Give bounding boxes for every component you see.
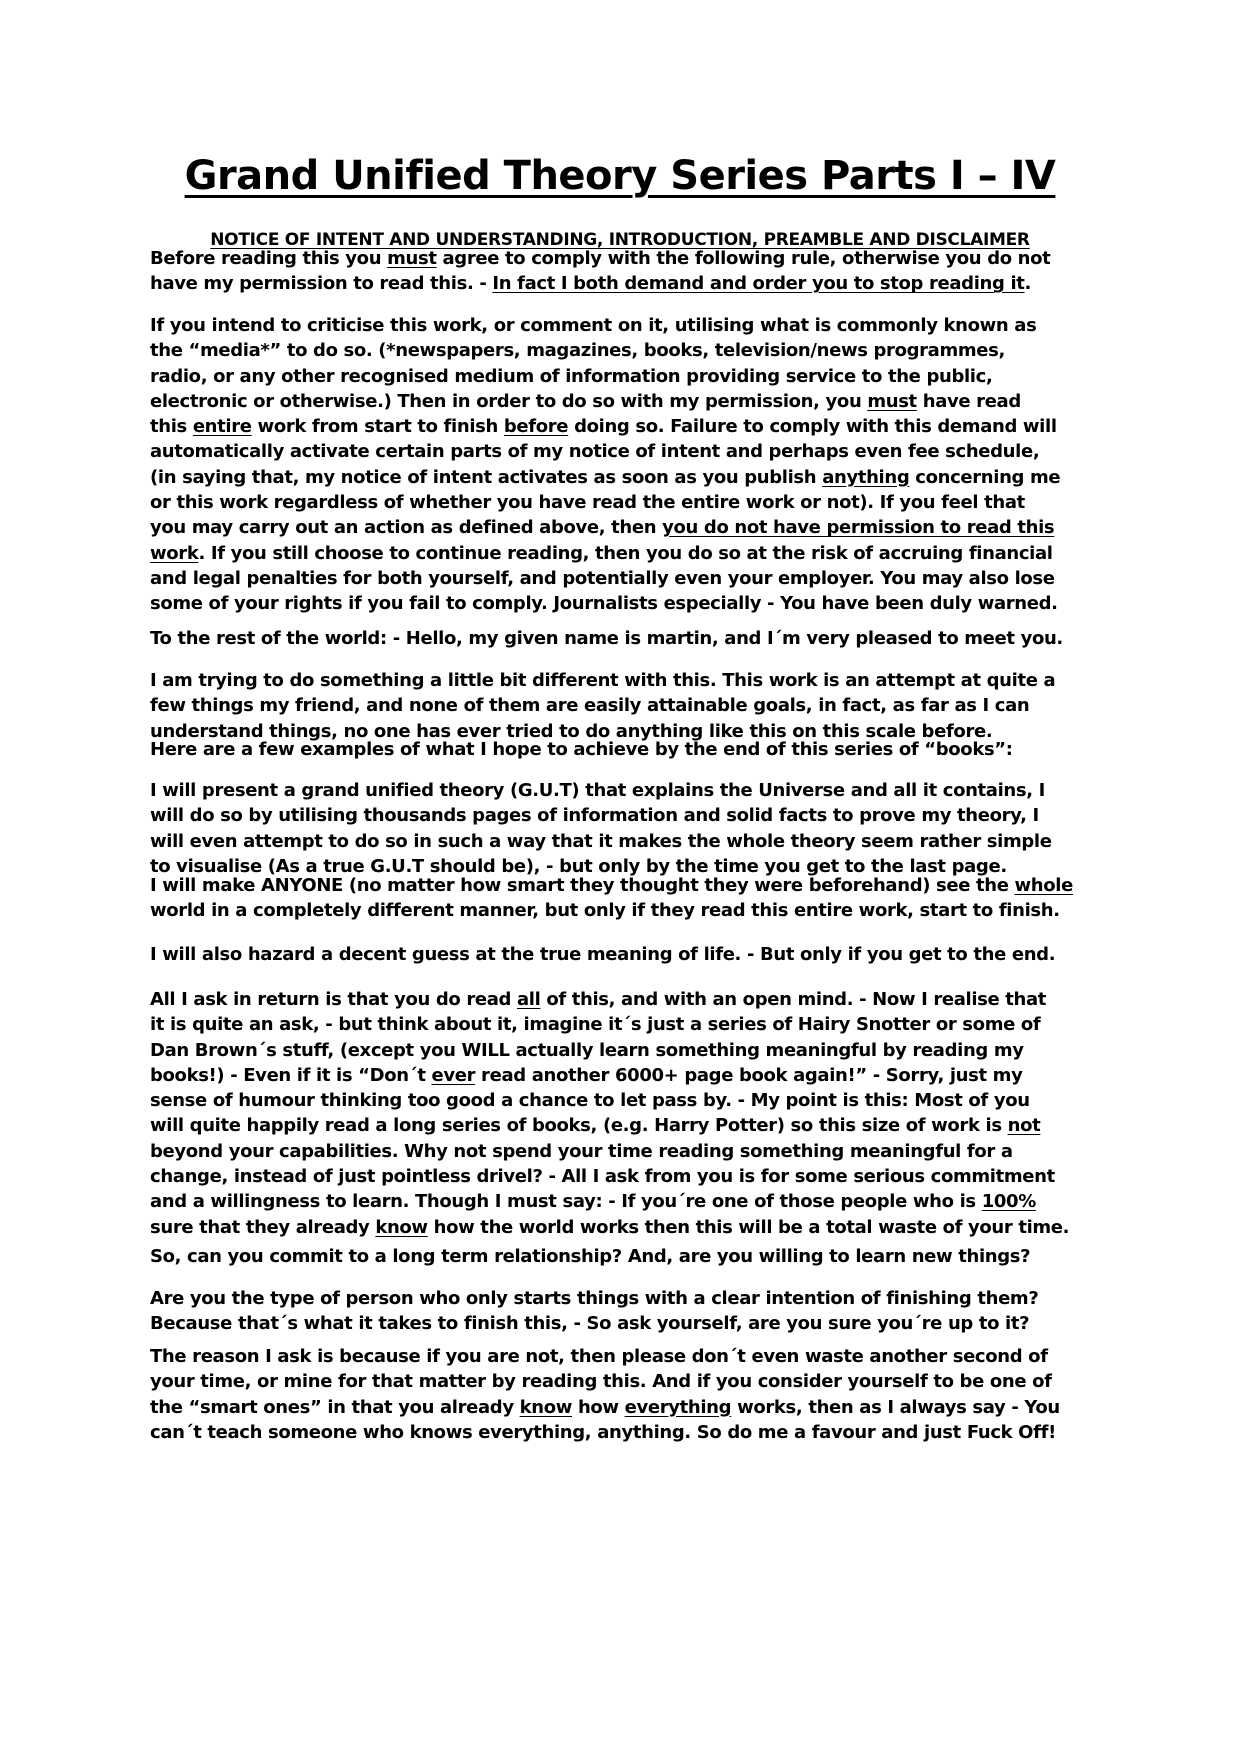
text-run: All I ask in return is that you do read [150,989,517,1010]
text-run: I am trying to do something a little bit different with this. This work is an attempt at quite a [150,670,1056,691]
text-line [150,693,1055,718]
paragraph [150,246,1050,297]
text-line [150,364,1060,389]
text-line [150,778,1052,803]
text-run: concerning me [909,466,1061,488]
text-line [150,566,1060,591]
text-line [150,1063,1069,1088]
paragraph [150,1344,1060,1445]
text-run: read another 6000+ page book again!” - Sorry, just my [475,1064,1023,1086]
text-line [150,1088,1069,1113]
text-line [150,737,1013,762]
text-line [150,271,1050,296]
text-run: agree to comply with the following rule, otherwise you do not [436,248,1051,269]
paragraph [150,626,1063,651]
text-line [150,942,1055,967]
text-run: . If you still choose to continue reading, then you do so at the risk of accruing financial [198,542,1053,564]
text-run: understand things, no one has ever tried to do anything like this on this scale before. [150,720,993,742]
paragraph [150,668,1055,744]
text-run: the “smart ones” in that you already [150,1396,520,1418]
text-run: work from start to finish [251,416,504,438]
text-run: will even attempt to do so in such a way that it makes the whole theory seem rather simple [150,830,1052,852]
paragraph [150,778,1052,879]
text-line [150,898,1073,923]
text-line [150,1395,1060,1420]
text-run: works, then as I always say - You [731,1396,1060,1418]
underlined-text: ever [431,1064,476,1086]
text-run: Before reading this you [150,248,388,269]
text-run: Dan Brown´s stuff, (except you WILL actually learn something meaningful by reading my [150,1039,1024,1061]
text-run: change, instead of just pointless drivel? - All I ask from you is for some serious commitment [150,1166,1055,1188]
text-line [150,987,1069,1012]
underlined-text: anything [822,466,910,488]
text-line [150,414,1060,439]
text-line [150,246,1050,271]
text-run: this [150,416,193,438]
text-run: will do so by utilising thousands pages of information and solid facts to prove my theory, I [150,805,1039,827]
text-line [150,313,1060,338]
text-run: . [1024,273,1032,295]
text-run: world in a completely different manner, but only if they read this entire work, start to finish. [150,900,1060,922]
document-title: Grand Unified Theory Series Parts I – IV [184,153,1056,199]
text-run: sure that they already [150,1216,376,1238]
underlined-text: know [375,1216,428,1238]
text-run: the “media*” to do so. (*newspapers, magazines, books, television/news programmes, [150,340,1005,362]
text-run: have read [916,390,1021,412]
underlined-text: must [867,390,917,412]
text-run: how [572,1396,625,1418]
text-line [150,1038,1069,1063]
underlined-text: In fact I both demand and order you to stop reading it [492,273,1025,295]
text-run: have my permission to read this. - [150,273,493,295]
paragraph [150,942,1055,967]
text-line [150,1012,1069,1037]
text-run: to visualise (As a true G.U.T should be), - but only by the time you get to the last page. [150,855,1007,877]
underlined-text: must [387,248,437,269]
text-line [150,1244,1030,1269]
text-run: beyond your capabilities. Why not spend your time reading something meaningful for a [150,1140,1013,1162]
text-line [150,1113,1069,1138]
text-line [150,1286,1038,1311]
text-line [150,515,1060,540]
text-line [150,1189,1069,1214]
text-run: books!) - Even if it is “Don´t [150,1064,432,1086]
paragraph [150,987,1069,1240]
text-line [150,829,1052,854]
text-run: will quite happily read a long series of books, (e.g. Harry Potter) so this size of work is [150,1115,1008,1137]
text-run: (in saying that, my notice of intent activates as soon as you publish [150,466,823,488]
text-line [150,541,1060,566]
underlined-text: everything [624,1396,732,1418]
underlined-text: not [1007,1115,1041,1137]
text-run: So, can you commit to a long term relationship? And, are you willing to learn new things? [150,1246,1031,1267]
text-run: To the rest of the world: - Hello, my given name is martin, and I´m very pleased to meet you. [150,628,1063,649]
text-line [150,1215,1069,1240]
text-line [150,465,1060,490]
text-run: doing so. Failure to comply with this demand will [568,416,1057,438]
underlined-text: know [519,1396,573,1418]
underlined-text: entire [192,416,252,438]
text-line [150,1139,1069,1164]
paragraph [150,1286,1038,1337]
underlined-text: all [516,989,541,1010]
text-run: your time, or mine for that matter by reading this. And if you consider yourself to be one of [150,1371,1052,1393]
text-run: I will present a grand unified theory (G.U.T) that explains the Universe and all it contains, I [150,780,1046,801]
text-line [150,1311,1038,1336]
text-line [150,1369,1060,1394]
underlined-text: work [150,542,199,564]
text-run: some of your rights if you fail to comply. Journalists especially - You have been duly warned. [150,593,1058,615]
text-line [150,1164,1069,1189]
text-line [150,389,1060,414]
text-line [150,668,1055,693]
text-line [150,490,1060,515]
text-line [150,1344,1060,1369]
text-run: you may carry out an action as defined above, then [150,517,663,539]
text-line [150,873,1073,898]
text-run: few things my friend, and none of them are easily attainable goals, in fact, as far as I can [150,695,1030,717]
text-run: I will also hazard a decent guess at the true meaning of life. - But only if you get to the end. [150,944,1056,965]
text-run: sense of humour thinking too good a chance to let pass by. - My point is this: Most of you [150,1090,1030,1112]
text-run: If you intend to criticise this work, or comment on it, utilising what is commonly known as [150,315,1037,336]
paragraph [150,313,1060,617]
text-run: and legal penalties for both yourself, and potentially even your employer. You may also lose [150,567,1055,589]
underlined-text: before [503,416,569,438]
text-run: electronic or otherwise.) Then in order to do so with my permission, you [150,390,868,412]
text-line [150,626,1063,651]
underlined-text: whole [1014,875,1073,896]
text-run: Are you the type of person who only starts things with a clear intention of finishing them? [150,1288,1039,1309]
text-line [150,591,1060,616]
paragraph [150,737,1013,762]
document-subtitle: NOTICE OF INTENT AND UNDERSTANDING, INTRODUCTION, PREAMBLE AND DISCLAIMER [210,230,1030,250]
text-run: of this, and with an open mind. - Now I realise that [540,989,1047,1010]
text-run: radio, or any other recognised medium of information providing service to the public, [150,365,993,387]
text-run: or this work regardless of whether you have read the entire work or not). If you feel that [150,492,1025,514]
text-run: how the world works then this will be a total waste of your time. [427,1216,1070,1238]
text-run: The reason I ask is because if you are not, then please don´t even waste another second of [150,1346,1048,1367]
text-run: automatically activate certain parts of my notice of intent and perhaps even fee schedule, [150,441,1040,463]
text-line [150,439,1060,464]
text-run: Here are a few examples of what I hope to achieve by the end of this series of “books”: [150,739,1013,760]
text-line [150,803,1052,828]
text-run: Because that´s what it takes to finish this, - So ask yourself, are you sure you´re up to it? [150,1313,1030,1335]
underlined-text: you do not have permission to read this [662,517,1055,539]
text-run: it is quite an ask, - but think about it, imagine it´s just a series of Hairy Snotter or some of [150,1014,1041,1036]
text-run: and a willingness to learn. Though I must say: - If you´re one of those people who is [150,1191,982,1213]
paragraph [150,873,1073,924]
text-run: I will make ANYONE (no matter how smart they thought they were beforehand) see the [150,875,1015,896]
text-line [150,338,1060,363]
text-run: can´t teach someone who knows everything, anything. So do me a favour and just Fuck Off! [150,1421,1056,1443]
paragraph [150,1244,1030,1269]
text-line [150,1420,1060,1445]
underlined-text: 100% [981,1191,1036,1213]
